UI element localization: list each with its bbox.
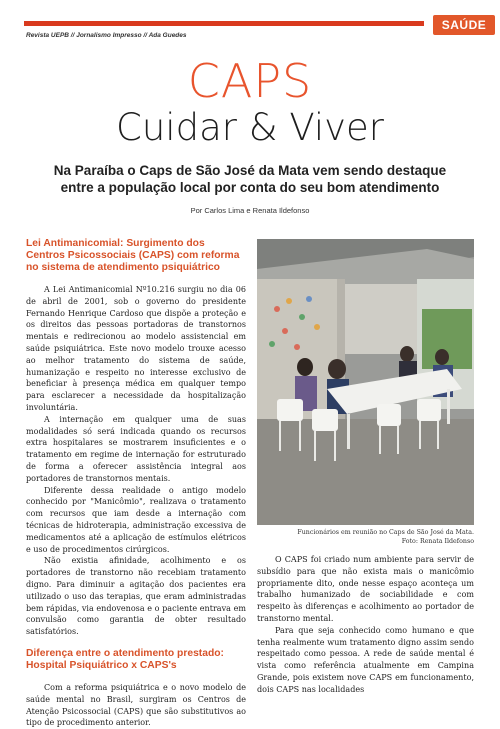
body-paragraph: Para que seja conhecido como humano e que tenha realmente wum tratamento digno assim sendo respeitado como pessoa. A rede de saúde mental é vista como referência atualmente em Campina Grande, pois existem nove CAPS em funcionamento, dois CAPS nas localidades <box>257 625 474 694</box>
section-heading: Lei Antimanicomial: Surgimento dos Centros Psicossociais (CAPS) com reforma no sistema de atendimento psiquiátrico <box>26 238 240 273</box>
photo-caption <box>257 529 474 546</box>
article-title: CAPS <box>187 54 313 108</box>
body-paragraph: Não existia afinidade, acolhimento e os portadores de transtorno não recebiam tratamento digno. Para diminuir a agitação dos pacientes era utilizado o uso das terapias, que eram administradas bem rápidas, via endovenosa e o paciente entrava em convulsão como garantia de obter resultado satisfatórios. <box>26 556 246 637</box>
article-subtitle: Na Paraíba o Caps de São José da Mata vem sendo destaque entre a população local por conta do seu bom atendimento <box>53 163 447 195</box>
body-paragraph: A internação em qualquer uma de suas modalidades só será indicada quando os recursos extra hospitalares se mostrarem insuficientes e o tratamento em regime de internação for estruturado de forma a oferecer assistência integral aos portadores de transtornos mentais. <box>26 414 246 483</box>
column-left <box>26 238 246 729</box>
body-paragraph: A Lei Antimanicomial Nº10.216 surgiu no dia 06 de abril de 2001, sob o governo do presidente Fernando Henrique Cardoso que dispõe a proteção e os direitos das pessoas portadoras de transtornos mentais e redirecionou ao modelo assistencial em saúde psiquiátrica. Este novo modelo trouxe acesso ao melhor tratamento do sistema de saúde, humanização e respeito no interesse exclusivo de beneficiar à presença médica em qualquer tempo para esclarecer a necessidade da hospitalização involuntária. <box>26 285 246 412</box>
photo-caption-text: Funcionários em reunião no Caps de São José da Mata. <box>297 529 474 536</box>
meeting-photo-illustration <box>257 239 474 525</box>
running-head: Revista UEPB // Jornalismo Impresso // Ada Guedes <box>26 32 187 39</box>
article-title-secondary: Cuidar & Viver <box>116 106 384 149</box>
column-right <box>257 554 474 696</box>
header-accent-bar <box>24 21 424 26</box>
section-heading: Diferença entre o atendimento prestado: Hospital Psiquiátrico x CAPS's <box>26 647 224 671</box>
body-paragraph: O CAPS foi criado num ambiente para servir de subsídio para que não exista mais o manicômio propriamente dito, onde nesse espaço aconteça um trabalho humanizado de sociabilidade e com respeito às diferenças e acolhimento ao portador de transtorno mental. <box>257 555 474 623</box>
body-paragraph: Com a reforma psiquiátrica e o novo modelo de saúde mental no Brasil, surgiram os Centros de Atenção Psicossocial (CAPS) que são substitutivos ao tipo de procedimento anterior. <box>26 682 246 728</box>
body-paragraph: Diferente dessa realidade o antigo modelo conhecido por "Manicômio", realizava o tratamento com recursos que iam desde a internação com técnicas de hidroterapia, administração excessiva de medicamentos até a aplicação de estímulos elétricos e uso de procedimentos cirúrgicos. <box>26 485 246 554</box>
byline: Por Carlos Lima e Renata Ildefonso <box>190 206 310 215</box>
photo-credit: Foto: Renata Ildefonso <box>401 537 474 545</box>
article-photo <box>257 239 474 525</box>
section-tab: SAÚDE <box>433 15 495 35</box>
